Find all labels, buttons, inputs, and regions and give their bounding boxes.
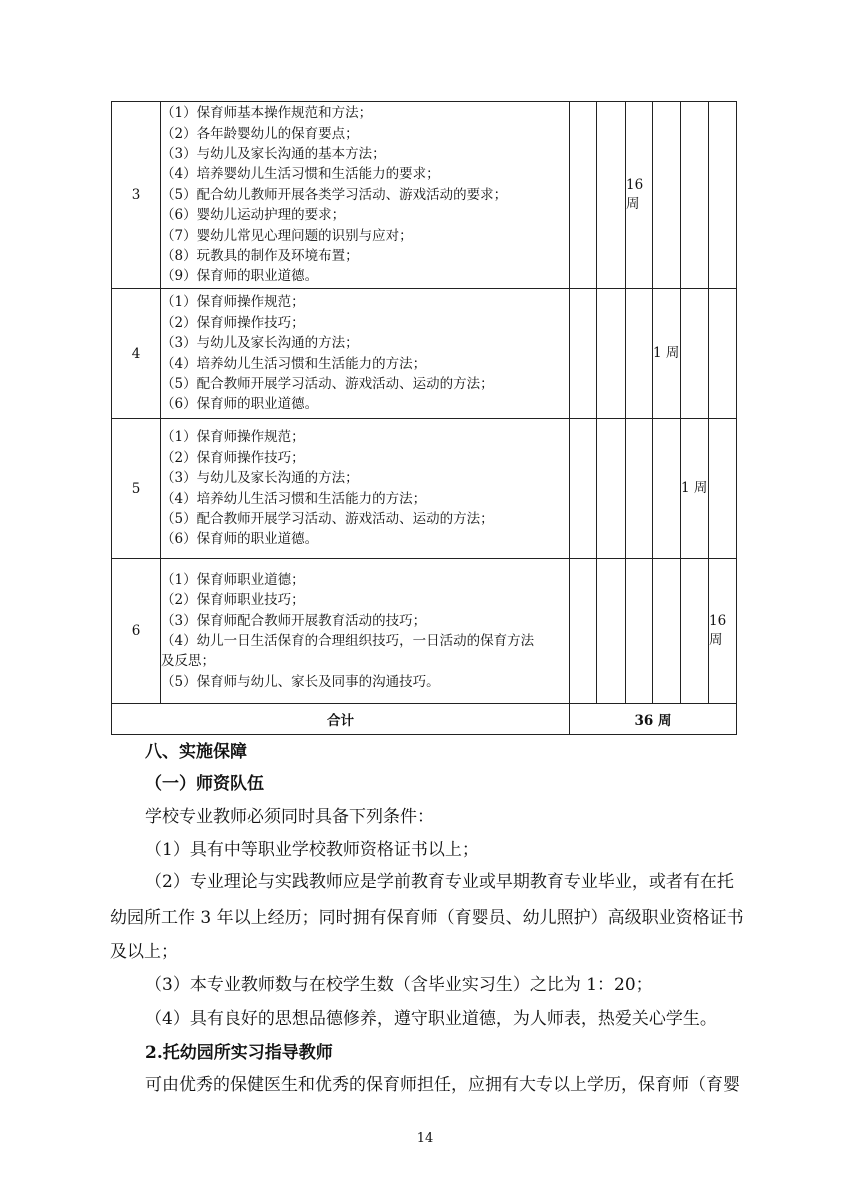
week-cell-empty xyxy=(709,102,737,289)
content-item: （7）婴幼儿常见心理问题的识别与应对； xyxy=(161,227,413,244)
requirement-2-line2: 幼园所工作 3 年以上经历；同时拥有保育师（育婴员、幼儿照护）高级职业资格证书 xyxy=(110,908,744,928)
row-number: 5 xyxy=(112,419,161,559)
table-row xyxy=(112,559,737,704)
content-cell xyxy=(161,559,570,704)
content-item: （5）配合幼儿教师开展各类学习活动、游戏活动的要求； xyxy=(161,186,508,203)
content-item: （8）玩教具的制作及环境布置； xyxy=(161,248,359,265)
week-cell-empty xyxy=(653,419,681,559)
content-item: （6）保育师的职业道德。 xyxy=(161,396,319,413)
content-item: （1）保育师基本操作规范和方法； xyxy=(161,105,373,122)
week-allocation xyxy=(653,289,681,419)
requirement-2-line3: 及以上； xyxy=(110,942,178,962)
subsection-heading-mentors: 2.托幼园所实习指导教师 xyxy=(145,1043,333,1063)
week-cell-empty xyxy=(709,289,737,419)
week-text: 周 xyxy=(626,196,640,212)
total-row xyxy=(112,704,737,735)
content-item: 及反思； xyxy=(161,653,215,670)
week-cell-empty xyxy=(653,102,681,289)
week-text: 周 xyxy=(709,632,723,648)
content-item: （9）保育师的职业道德。 xyxy=(161,268,319,285)
content-item: （1）保育师操作规范； xyxy=(161,294,305,311)
table-row xyxy=(112,102,737,289)
section-heading: 八、实施保障 xyxy=(145,742,247,762)
week-cell-empty xyxy=(626,289,653,419)
row-number: 3 xyxy=(112,102,161,289)
row-number: 6 xyxy=(112,559,161,704)
table-row xyxy=(112,419,737,559)
table-body xyxy=(112,102,737,735)
requirement-3: （3）本专业教师数与在校学生数（含毕业实习生）之比为 1：20； xyxy=(145,975,653,995)
week-cell-empty xyxy=(681,559,709,704)
content-item: （4）培养婴幼儿生活习惯和生活能力的要求； xyxy=(161,166,440,183)
content-cell xyxy=(161,289,570,419)
week-cell-empty xyxy=(570,102,597,289)
week-cell-empty xyxy=(681,289,709,419)
week-allocation xyxy=(709,559,737,704)
week-cell-empty xyxy=(626,559,653,704)
content-item: （5）配合教师开展学习活动、游戏活动、运动的方法； xyxy=(161,375,494,392)
content-item: （2）各年龄婴幼儿的保育要点； xyxy=(161,125,359,142)
content-item: （4）幼儿一日生活保育的合理组织技巧，一日活动的保育方法 xyxy=(161,633,535,649)
week-cell-empty xyxy=(597,102,626,289)
content-item: （3）与幼儿及家长沟通的基本方法； xyxy=(161,145,386,162)
page-number: 14 xyxy=(416,1131,434,1146)
week-cell-empty xyxy=(570,419,597,559)
content-item: （2）保育师操作技巧； xyxy=(161,314,305,331)
content-item: （6）保育师的职业道德。 xyxy=(161,531,319,548)
content-item: （3）保育师配合教师开展教育活动的技巧； xyxy=(161,612,427,629)
week-cell-empty xyxy=(597,419,626,559)
week-cell-empty xyxy=(681,102,709,289)
week-cell-empty xyxy=(597,289,626,419)
week-cell-empty xyxy=(597,559,626,704)
subsection-heading-teachers: （一）师资队伍 xyxy=(145,774,264,794)
week-allocation xyxy=(626,102,653,289)
total-value: 36 周 xyxy=(570,704,737,735)
week-allocation xyxy=(681,419,709,559)
content-item: （6）婴幼儿运动护理的要求； xyxy=(161,207,346,224)
requirement-2-line1: （2）专业理论与实践教师应是学前教育专业或早期教育专业毕业，或者有在托 xyxy=(145,872,734,892)
content-item: （3）与幼儿及家长沟通的方法； xyxy=(161,470,359,487)
training-plan-table xyxy=(111,101,737,735)
total-label: 合计 xyxy=(112,704,570,735)
week-cell-empty xyxy=(626,419,653,559)
requirement-4: （4）具有良好的思想品德修养，遵守职业道德，为人师表，热爱关心学生。 xyxy=(145,1009,717,1029)
week-text: 16 xyxy=(626,177,644,193)
week-text: 1 周 xyxy=(653,345,680,361)
content-item: （2）保育师操作技巧； xyxy=(161,449,305,466)
content-item: （3）与幼儿及家长沟通的方法； xyxy=(161,335,359,352)
content-item: （4）培养幼儿生活习惯和生活能力的方法； xyxy=(161,490,427,507)
intro-paragraph: 学校专业教师必须同时具备下列条件： xyxy=(145,807,434,827)
row-number: 4 xyxy=(112,289,161,419)
week-cell-empty xyxy=(570,559,597,704)
content-item: （4）培养幼儿生活习惯和生活能力的方法； xyxy=(161,355,427,372)
content-cell xyxy=(161,102,570,289)
content-item: （5）配合教师开展学习活动、游戏活动、运动的方法； xyxy=(161,510,494,527)
week-text: 16 xyxy=(709,613,727,629)
table-row xyxy=(112,289,737,419)
content-item: （1）保育师职业道德； xyxy=(161,571,305,588)
content-cell xyxy=(161,419,570,559)
week-cell-empty xyxy=(570,289,597,419)
week-text: 1 周 xyxy=(681,480,708,496)
content-item: （5）保育师与幼儿、家长及同事的沟通技巧。 xyxy=(161,673,440,690)
requirement-1: （1）具有中等职业学校教师资格证书以上； xyxy=(145,840,479,860)
mentor-paragraph-line1: 可由优秀的保健医生和优秀的保育师担任，应拥有大专以上学历，保育师（育婴 xyxy=(145,1075,740,1095)
content-item: （1）保育师操作规范； xyxy=(161,429,305,446)
content-item: （2）保育师职业技巧； xyxy=(161,592,305,609)
week-cell-empty xyxy=(709,419,737,559)
week-cell-empty xyxy=(653,559,681,704)
